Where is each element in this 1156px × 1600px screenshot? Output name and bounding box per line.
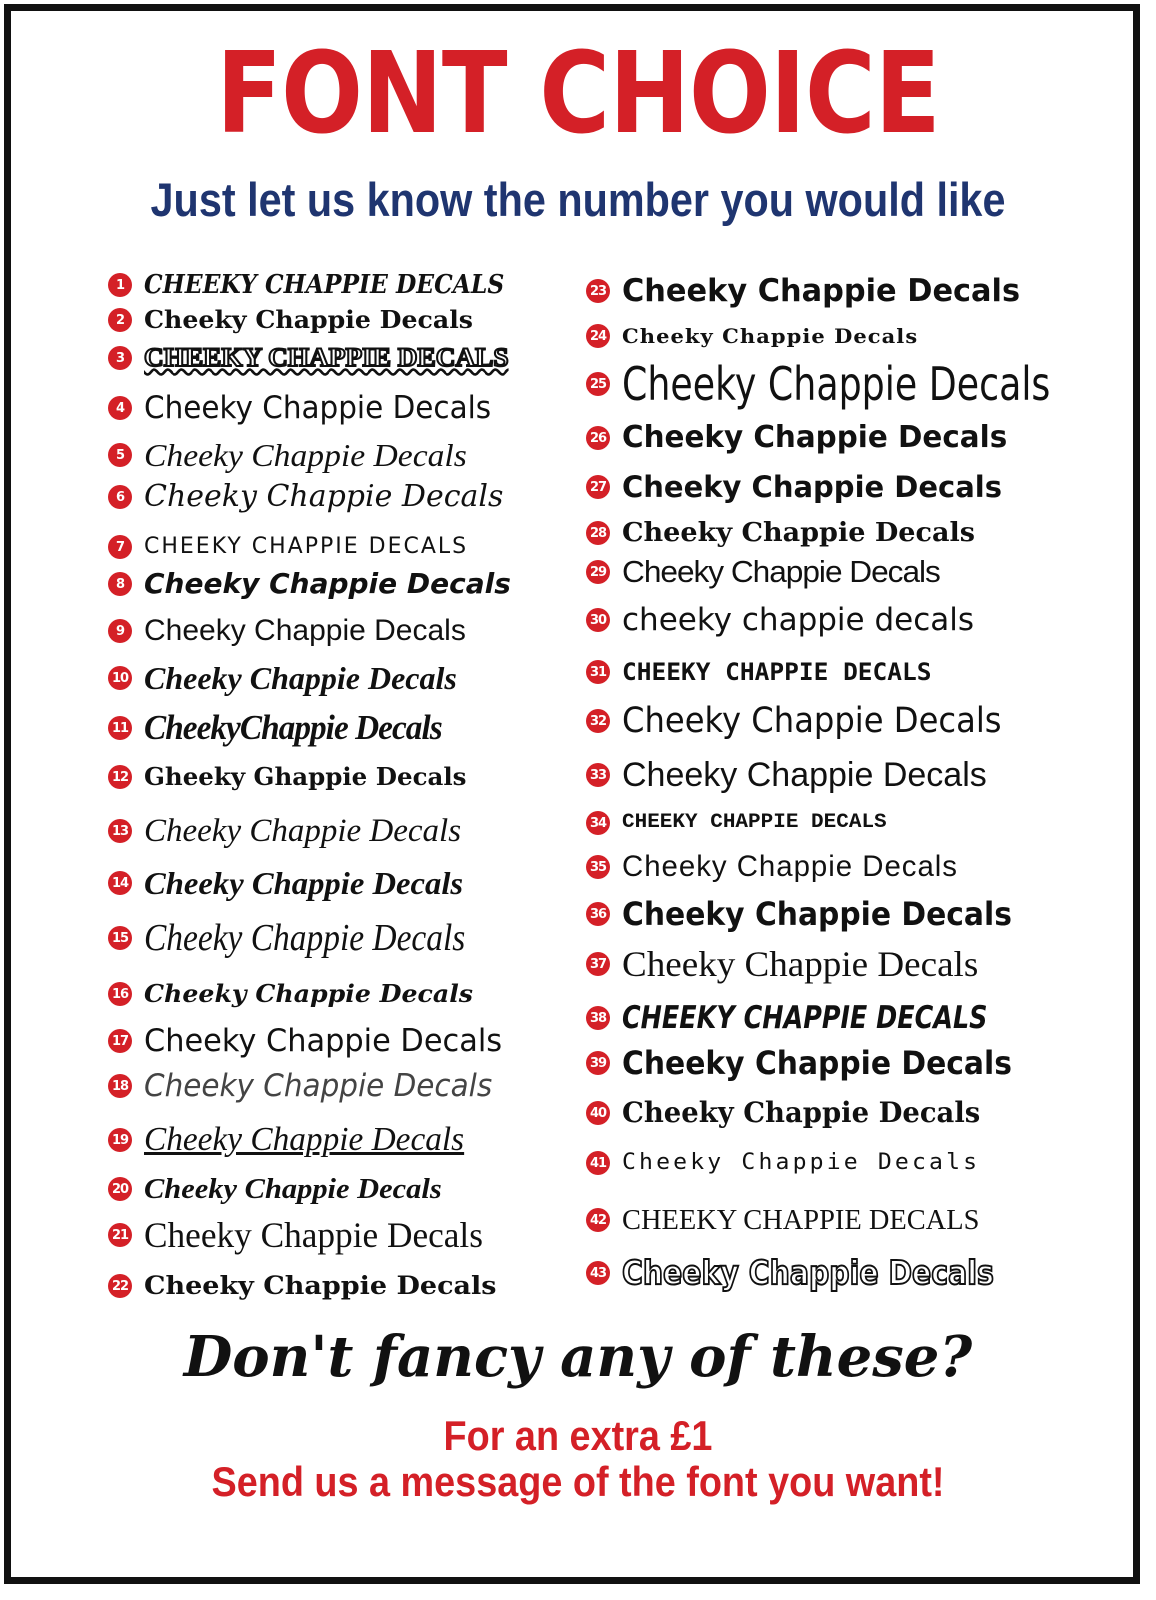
font-option-10 [108, 658, 457, 698]
font-option-28 [586, 513, 975, 553]
font-sample: Cheeky Chappie Decals [622, 895, 1012, 933]
number-badge: 22 [108, 1274, 132, 1298]
font-option-38 [586, 998, 1068, 1038]
font-option-25 [586, 357, 1156, 411]
font-sample: Cheeky Chappie Decals [622, 324, 919, 348]
font-option-21 [108, 1215, 490, 1255]
font-sample: Cheeky Chappie Decals [622, 470, 1002, 504]
font-sample: Cheeky Chappie Decals [622, 944, 979, 984]
font-option-14 [108, 863, 464, 903]
number-badge: 9 [108, 619, 132, 643]
number-badge: 19 [108, 1128, 132, 1152]
font-sample: Cheeky Chappie Decals [144, 660, 457, 696]
font-option-9 [108, 611, 466, 651]
font-option-26 [586, 418, 1015, 458]
number-badge: 25 [586, 372, 610, 396]
font-option-15 [108, 918, 509, 958]
number-badge: 41 [586, 1151, 610, 1175]
number-badge: 21 [108, 1223, 132, 1247]
font-sample: Cheeky Chappie Decals [144, 1271, 497, 1300]
number-badge: 15 [108, 926, 132, 950]
number-badge: 27 [586, 475, 610, 499]
number-badge: 35 [586, 855, 610, 879]
font-sample: Cheeky Chappie Decals [622, 1150, 981, 1175]
font-sample: Cheeky Chappie Decals [144, 1215, 483, 1255]
font-option-35 [586, 847, 965, 887]
number-badge: 37 [586, 952, 610, 976]
font-sample: Cheeky Chappie Decals [144, 1173, 442, 1205]
font-option-6 [108, 477, 503, 517]
number-badge: 7 [108, 535, 132, 559]
font-option-16 [108, 974, 473, 1014]
font-sample: Cheeky Chappie Decals [144, 567, 511, 600]
font-option-4 [108, 388, 509, 428]
font-sample: Cheeky Chappie Decals [144, 305, 473, 334]
font-sample: Cheeky Chappie Decals [144, 614, 466, 647]
font-option-24 [586, 316, 919, 356]
number-badge: 12 [108, 765, 132, 789]
font-sample: CHEEKY CHAPPIE DECALS [622, 1204, 980, 1236]
font-option-34 [586, 803, 887, 843]
number-badge: 10 [108, 666, 132, 690]
font-sample: CHEEKY CHAPPIE DECALS [144, 270, 505, 300]
footer-message-request: Send us a message of the font you want! [211, 1458, 945, 1505]
font-sample: CHEEKY CHAPPIE DECALS [622, 658, 932, 686]
font-sample: Cheeky Chappie Decals [144, 917, 466, 959]
font-option-5 [108, 435, 467, 475]
number-badge: 3 [108, 346, 132, 370]
font-sample: Cheeky Chappie Decals [622, 518, 975, 548]
font-sample: Cheeky Chappie Decals [622, 554, 940, 589]
number-badge: 23 [586, 279, 610, 303]
number-badge: 33 [586, 763, 610, 787]
font-sample: Cheeky Chappie Decals [144, 813, 462, 849]
font-option-36 [586, 894, 1041, 934]
font-sample: Cheeky Chappie Decals [144, 437, 467, 473]
font-option-32 [586, 701, 1035, 741]
number-badge: 38 [586, 1006, 610, 1030]
number-badge: 6 [108, 485, 132, 509]
font-sample: Cheeky Chappie Decals [622, 420, 1008, 455]
font-sample: CHEEKY CHAPPIE DECALS [144, 534, 469, 559]
font-option-1 [108, 265, 544, 305]
font-option-19 [108, 1120, 471, 1160]
number-badge: 39 [586, 1051, 610, 1075]
font-sample: CHEEKY CHAPPIE DECALS [622, 1000, 988, 1036]
font-option-3 [108, 338, 509, 378]
font-option-39 [586, 1043, 1041, 1083]
font-option-29 [586, 552, 940, 592]
font-option-23 [586, 271, 1028, 311]
number-badge: 31 [586, 660, 610, 684]
font-sample: Cheeky Chappie Decals [144, 479, 504, 514]
number-badge: 14 [108, 871, 132, 895]
font-option-43 [586, 1253, 1054, 1293]
font-option-2 [108, 300, 473, 340]
font-option-12 [108, 757, 467, 797]
number-badge: 36 [586, 902, 610, 926]
number-badge: 34 [586, 811, 610, 835]
font-sample: Cheeky Chappie Decals [144, 865, 464, 901]
page-title: FONT CHOICE [216, 29, 940, 159]
font-sample: Gheeky Ghappie Decals [144, 762, 467, 791]
number-badge: 42 [586, 1208, 610, 1232]
number-badge: 8 [108, 572, 132, 596]
font-option-33 [586, 755, 987, 795]
font-option-11 [108, 708, 457, 748]
number-badge: 2 [108, 308, 132, 332]
font-option-40 [586, 1093, 988, 1133]
number-badge: 5 [108, 443, 132, 467]
font-sample: Cheeky Chappie Decals [622, 850, 958, 883]
font-option-20 [108, 1169, 442, 1209]
footer-question: Don't fancy any of these? [183, 1324, 973, 1390]
number-badge: 29 [586, 560, 610, 584]
font-option-7 [108, 527, 468, 567]
font-option-8 [108, 564, 511, 604]
font-sample: Cheeky Chappie Decals [622, 273, 1021, 309]
number-badge: 40 [586, 1101, 610, 1125]
font-option-42 [586, 1200, 987, 1240]
font-option-22 [108, 1266, 497, 1306]
font-option-17 [108, 1021, 509, 1061]
number-badge: 30 [586, 608, 610, 632]
number-badge: 43 [586, 1261, 610, 1285]
font-option-13 [108, 811, 461, 851]
font-option-41 [586, 1143, 981, 1183]
font-sample: Cheeky Chappie Decals [144, 1068, 493, 1104]
font-sample: CHEEKY CHAPPIE DECALS [144, 343, 509, 372]
font-option-31 [586, 652, 932, 692]
number-badge: 4 [108, 396, 132, 420]
number-badge: 32 [586, 709, 610, 733]
number-badge: 24 [586, 324, 610, 348]
number-badge: 28 [586, 521, 610, 545]
font-sample: Cheeky Chappie Decals [622, 756, 987, 794]
number-badge: 26 [586, 426, 610, 450]
font-sample: Cheeky Chappie Decals [144, 1023, 503, 1059]
font-sample: Cheeky Chappie Decals [622, 357, 1051, 411]
font-sample: Cheeky Chappie Decals [622, 1044, 1012, 1082]
number-badge: 18 [108, 1074, 132, 1098]
number-badge: 11 [108, 716, 132, 740]
font-sample: Cheeky Chappie Decals [622, 701, 1002, 741]
font-sample: CHEEKY CHAPPIE DECALS [622, 811, 887, 834]
font-sample: Cheeky Chappie Decals [144, 979, 473, 1008]
font-sample: Cheeky Chappie Decals [622, 1096, 981, 1129]
font-option-27 [586, 467, 1002, 507]
number-badge: 16 [108, 982, 132, 1006]
font-sample: cheeky chappie decals [622, 602, 975, 638]
font-sample: CheekyChappie Decals [144, 708, 442, 747]
number-badge: 13 [108, 819, 132, 843]
number-badge: 17 [108, 1029, 132, 1053]
font-sample: Cheeky Chappie Decals [144, 390, 492, 426]
font-option-37 [586, 944, 979, 984]
footer-extra-cost: For an extra £1 [443, 1412, 713, 1459]
page-subtitle: Just let us know the number you would like [150, 173, 1006, 226]
font-sample: Cheeky Chappie Decals [622, 1253, 994, 1292]
number-badge: 20 [108, 1177, 132, 1201]
font-option-30 [586, 600, 974, 640]
number-badge: 1 [108, 273, 132, 297]
font-sample: Cheeky Chappie Decals [144, 1121, 465, 1158]
font-option-18 [108, 1066, 511, 1106]
